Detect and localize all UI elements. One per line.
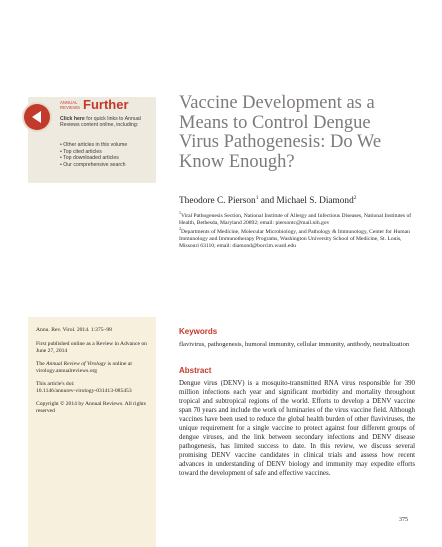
journal-online-note: The Annual Review of Virology is online at virology.annualreviews.org (36, 361, 132, 374)
keywords-text: flavivirus, pathogenesis, humoral immunity, cellular immunity, antibody, neutralization (179, 341, 410, 348)
further-links-list (60, 142, 154, 168)
author-pierson: Theodore C. Pierson (179, 196, 256, 207)
further-title: Further (83, 97, 129, 112)
further-link-other-articles[interactable]: • Other articles in this volume (60, 142, 128, 148)
author-diamond: Michael S. Diamond (276, 196, 354, 207)
doi-link[interactable]: 10.1146/annurev-virology-031413-085453 (36, 388, 132, 394)
further-link-top-downloaded[interactable]: • Top downloaded articles (60, 155, 119, 162)
further-description: Click here for quick links to Annual Reviews content online, including: (60, 116, 141, 129)
affiliation-2: $^2$Departments of Medicine, Molecular Microbiology, and Pathology & Immunology, Center for Human Immunology and Immunotherapy Programs, Washington University School of Medicine, St. Louis, Missouri 63110; email: diamond@borcim.wustl.edu (179, 226, 410, 249)
citation: Annu. Rev. Virol. 2014. 1:375–98 (36, 327, 112, 333)
page-number: 375 (399, 517, 408, 523)
abstract-text: Dengue virus (DENV) is a mosquito-transmitted RNA virus responsible for 390 million infections each year and significant morbidity and mortality throughout tropical and subtropical regions of the world. Efforts to develop a DENV vaccine span 70 years and include the work of luminaries of the virus vaccine field. Although vaccines have been used to reduce the global health burden of other flaviviruses, the unique requirement for a single vaccine to protect against four different groups of dengue viruses, and the link between secondary infections and DENV disease pathogenesis, has limited success to date. In this review, we discuss several promising DENV vaccine candidates in clinical trials and assess how recent advances in understanding of DENV biology and immunity may expedite efforts toward the development of safe and effective vaccines. (179, 380, 415, 477)
click-here-link[interactable]: Click here (60, 116, 85, 122)
copyright: Copyright © 2014 by Annual Reviews. All rights reserved (36, 401, 146, 414)
affiliation-1: $^1$Viral Pathogenesis Section, National Institute of Allergy and Infectious Diseases, National Institutes of Health, Bethesda, Maryland 20892; email: piersontc@mail.nih.gov (179, 210, 412, 226)
annual-reviews-logo-text: ANNUAL REVIEWS (60, 100, 81, 110)
further-link-top-cited[interactable]: • Top cited articles (60, 148, 102, 155)
doi-label: This article's doi: (36, 381, 75, 387)
further-link-search[interactable]: • Our comprehensive search (60, 161, 126, 168)
keywords-heading: Keywords (179, 327, 218, 336)
published-online: First published online as a Review in Advance on June 27, 2014 (36, 341, 147, 354)
abstract-heading: Abstract (179, 366, 212, 375)
authors-line: Theodore C. Pierson$^1$ and Michael S. Diamond$^2$ (179, 195, 357, 207)
article-title: Vaccine Development as a Means to Control Dengue Virus Pathogenesis: Do We Know Enough? (179, 93, 382, 172)
back-arrow-icon[interactable] (24, 104, 50, 130)
